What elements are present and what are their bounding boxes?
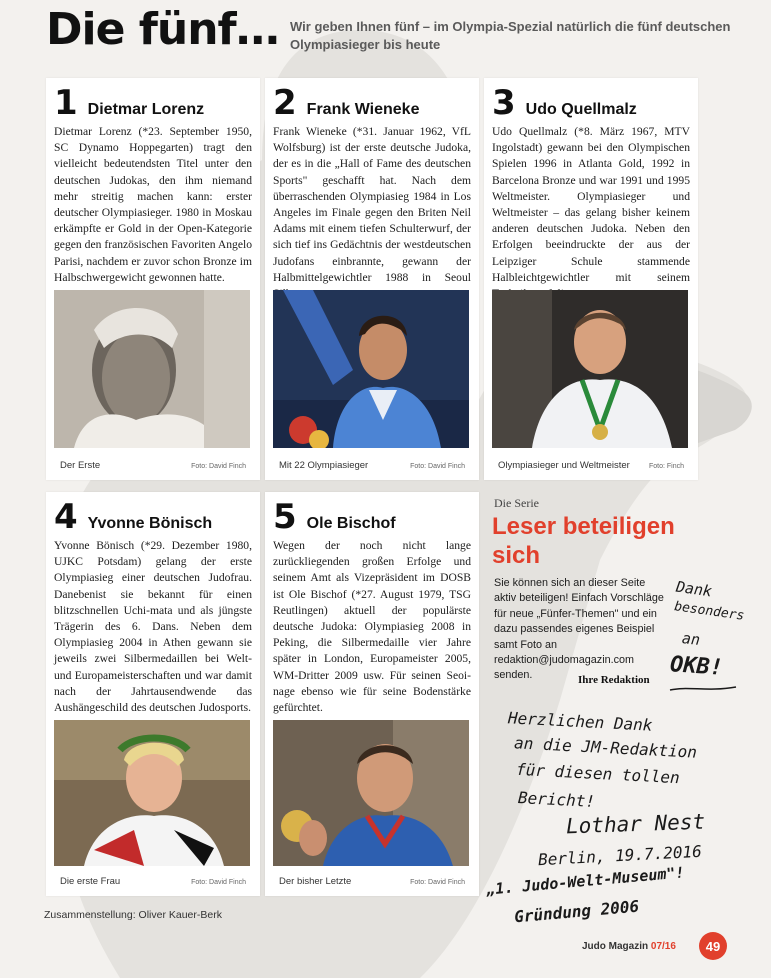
athlete-photo	[54, 290, 252, 448]
athlete-bio: Frank Wieneke (*31. Januar 1962, VfL Wolfsburg) ist der erste deutsche Judoka, der es in die „Hall of Fame des deutschen Sports" geschafft hat. Nach dem überraschenden Olympiasieg 1984 in Los Angeles im Finale gegen den Briten Neil Adams mit einem tiefen Schulterwurf, der sich tief ins Gedächtnis der westdeutschen Judofans einbrannte, gewann der Halbmittelgewichtler 1988 in Seoul	[273, 125, 471, 284]
photo-credit: Foto: David Finch	[191, 879, 246, 886]
photo-caption-row	[279, 876, 465, 887]
handwriting-line: Dank	[674, 577, 714, 601]
athlete-bio: Yvonne Bönisch (*29. Dezember 1980, UJKC Potsdam) gelang der erste Olympiasieg einer deutschen Judofrau. Danebenist sie bekannt für einen blitzschnellen Uchi-mata und als jüngste Trägerin des 6. Dans. Neben dem Olympiasieg 2004 in Athen gewann sie jeweils zwei Silbermedaillen bei Welt- und Europameisterschaften und war damit nach der Jahrtausendwende das Aushängeschild des deutschen Judosports.	[54, 539, 252, 715]
series-title: Leser beteiligen sich	[492, 513, 675, 569]
athlete-number: 2	[273, 83, 297, 123]
photo-caption-row	[60, 876, 246, 887]
handwriting-line: Bericht!	[517, 787, 596, 812]
handwriting-line: OKB!	[669, 652, 724, 681]
handwriting-underline	[668, 684, 738, 694]
athlete-number: 5	[273, 497, 297, 537]
photo-caption: Olympiasieger und Weltmeister	[498, 460, 630, 471]
handwriting-line: Gründung 2006	[513, 896, 640, 927]
athlete-number: 3	[492, 83, 516, 123]
footer-magazine	[582, 941, 676, 952]
magazine-issue: 07/16	[650, 941, 676, 952]
handwriting-line: Herzlichen Dank	[507, 708, 653, 735]
athlete-photo	[273, 290, 471, 448]
series-signature: Ihre Redaktion	[578, 674, 650, 686]
athlete-name: Frank Wieneke	[306, 101, 420, 118]
series-text: Sie können sich an dieser Seite aktiv beteiligen! Einfach Vorschläge für neue „Fünfer-Themen" und ein dazu passendes eigenes Beispiel samt Foto an redaktion@judomagazin.com senden.	[494, 577, 664, 682]
handwritten-signature: Lothar Nest	[565, 809, 706, 839]
photo-caption-row	[60, 460, 246, 471]
athlete-name: Dietmar Lorenz	[87, 101, 205, 118]
athlete-photo	[54, 720, 252, 866]
athlete-bio: Dietmar Lorenz (*23. September 1950, SC Dynamo Hoppegarten) tragt den vielleicht bedeutendsten Titel unter den deutschen Judokas, den ihm niemand mehr streitig machen kann: erster deutscher Olympiasieger. 1980 in Moskau erkämpfte er Gold in der Open-Kategorie gegen den französischen Favoriten Angelo Parisi, nachdem er zuvor schon Bronze im Halbschwergewicht gewonnen hatte.	[54, 125, 252, 284]
handwriting-line: an die JM-Redaktion	[513, 733, 698, 762]
athlete-name: Yvonne Bönisch	[87, 515, 213, 532]
photo-credit: Foto: David Finch	[410, 463, 465, 470]
athlete-card-1	[46, 78, 260, 480]
handwriting-line: „1. Judo-Welt-Museum"!	[485, 863, 686, 899]
handwriting-line: für diesen tollen	[515, 759, 681, 788]
photo-caption: Die erste Frau	[60, 876, 121, 887]
athlete-number: 1	[54, 83, 78, 123]
athlete-name: Udo Quellmalz	[525, 101, 637, 118]
athlete-number: 4	[54, 497, 78, 537]
athlete-card-2	[265, 78, 479, 480]
handwriting-line: an	[681, 629, 701, 649]
handwriting-line: Berlin, 19.7.2016	[537, 841, 703, 870]
photo-caption: Der Erste	[60, 460, 101, 471]
photo-credit: Foto: Finch	[648, 463, 684, 470]
athlete-card-5	[265, 492, 479, 896]
page-title: Die fünf…	[46, 4, 279, 55]
photo-credit: Foto: David Finch	[191, 463, 246, 470]
athlete-bio: Wegen der noch nicht lange zurückliegenden großen Erfolge und seinem Amt als Vizepräsident im DOSB ist Ole Bischof (*27. August 1979, TSG Reutlingen) aktuell der populärste deutsche Judoka: Olympiasieg 2008 in Peking, die Silbermedaille vier Jahre später in London, Europameister 2005, WM-Dritter 2009 usw. Für seinen Seoi-nage ebenso wie für seine Bodenstärke gefürchtet.	[273, 539, 471, 715]
magazine-name: Judo Magazin	[582, 941, 649, 952]
photo-caption: Mit 22 Olympiasieger	[279, 460, 369, 471]
athlete-name: Ole Bischof	[306, 515, 396, 532]
compiler-credit: Zusammenstellung: Oliver Kauer-Berk	[44, 909, 222, 921]
athlete-photo	[492, 290, 690, 448]
photo-credit: Foto: David Finch	[410, 879, 465, 886]
athlete-photo	[273, 720, 471, 866]
athlete-card-4	[46, 492, 260, 896]
photo-caption: Der bisher Letzte	[279, 876, 352, 887]
athlete-card-3	[484, 78, 698, 480]
handwriting-line: besonders	[673, 599, 746, 624]
photo-caption-row	[279, 460, 465, 471]
athlete-bio: Udo Quellmalz (*8. März 1967, MTV Ingolstadt) gewann bei den Olympischen Spielen 1996 in Atlanta Gold, 1992 in Barcelona Bronze und war 1991 und 1995 Weltmeister. Olympiasieger und Weltmeister – das gelang bisher keinem anderen deutschen Judoka. Neben den Erfolgen beeindruckte der aus der Leipziger Schule stammende Halbleichtgewichtler mit seinem	[492, 125, 690, 284]
series-label: Die Serie	[494, 496, 539, 510]
page-intro: Wir geben Ihnen fünf – im Olympia-Spezial natürlich die fünf deutschen Olympiasieger bis heute	[290, 19, 731, 52]
page-number-badge: 49	[699, 932, 727, 960]
photo-caption-row	[498, 460, 684, 471]
